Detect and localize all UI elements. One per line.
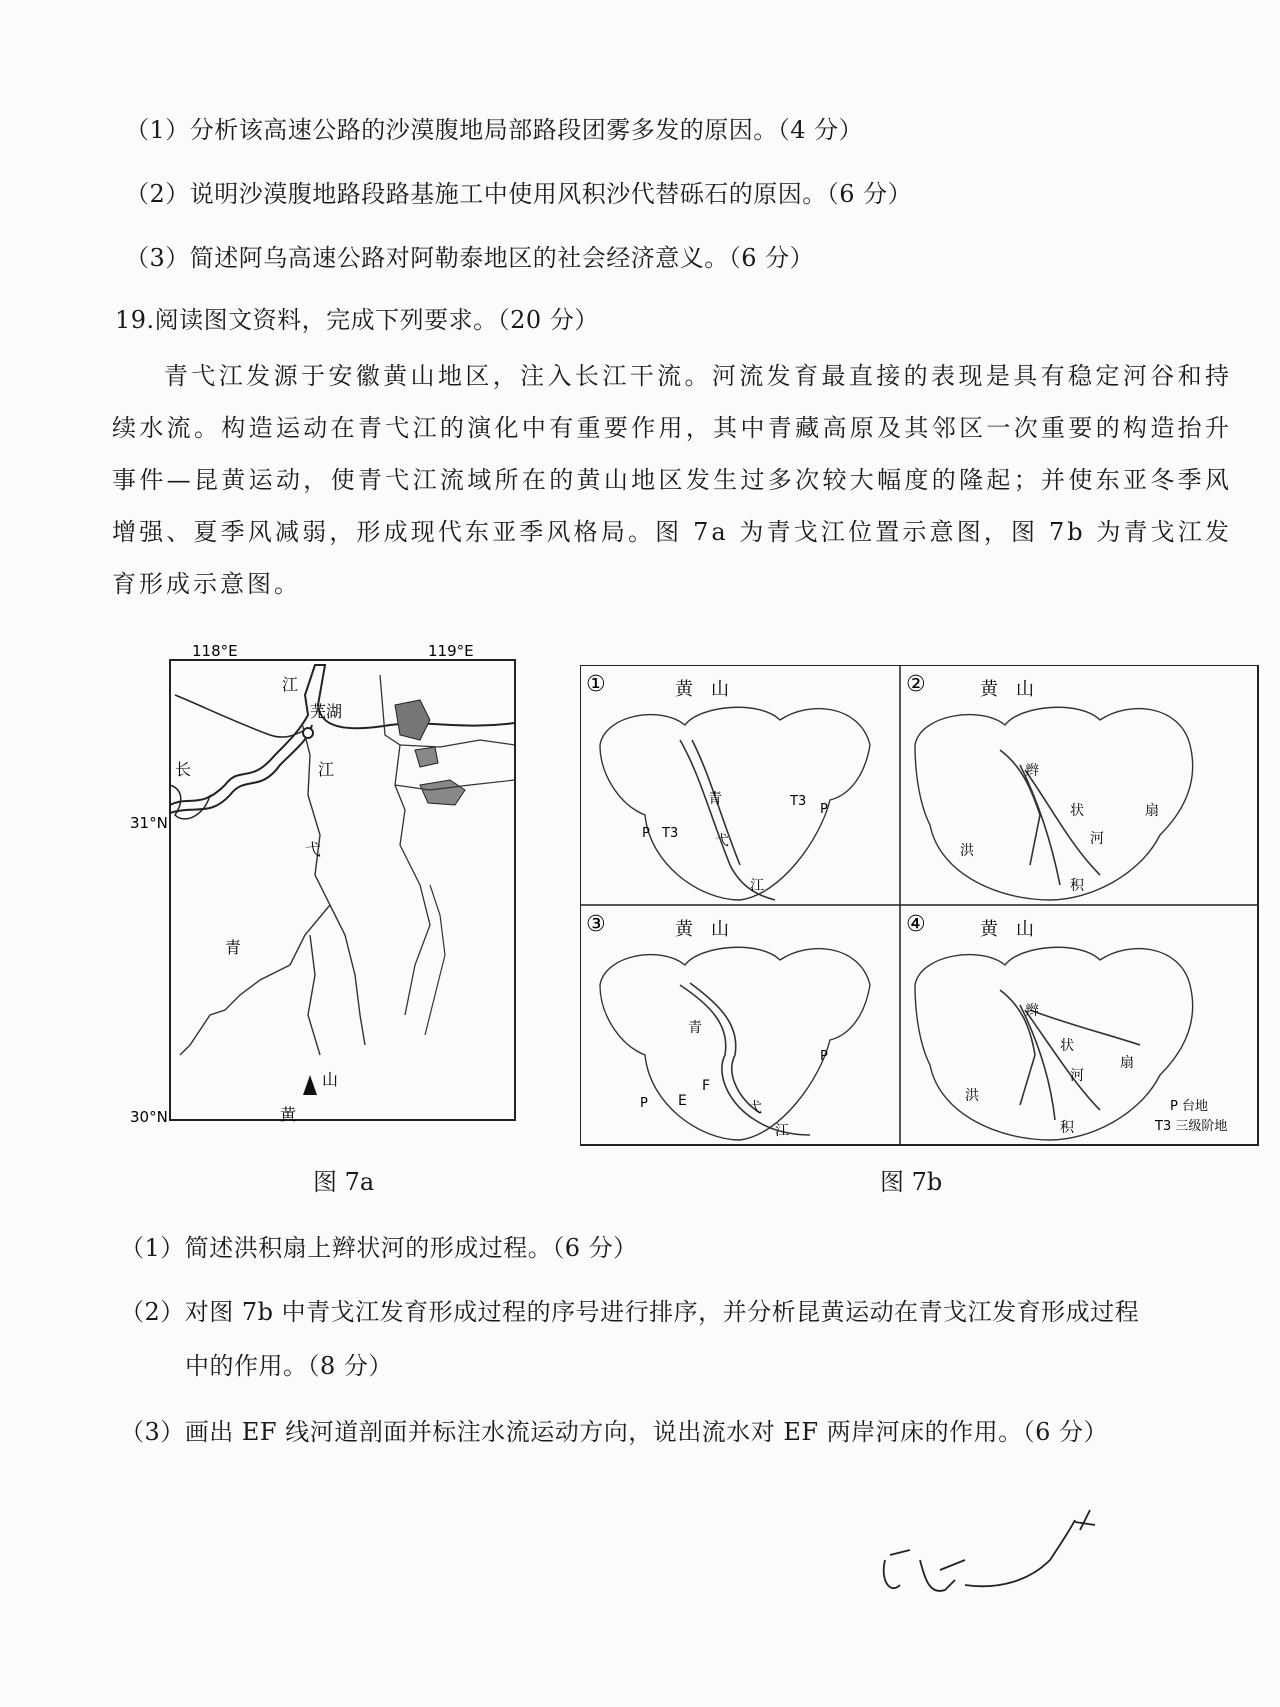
yangtze-branch <box>175 695 305 737</box>
q19-item-2-cont: 中的作用。（8 分） <box>185 1352 393 1380</box>
mountain-label-2: 黄 <box>280 1105 297 1124</box>
q18-item-3: （3）简述阿乌高速公路对阿勒泰地区的社会经济意义。（6 分） <box>125 244 815 272</box>
panel-1-num: ① <box>586 672 606 697</box>
handwritten-signature <box>870 1500 1110 1610</box>
q18-item-1: （1）分析该高速公路的沙漠腹地局部路段团雾多发的原因。（4 分） <box>125 116 864 144</box>
q19-item-2: （2）对图 7b 中青戈江发育形成过程的序号进行排序，并分析昆黄运动在青戈江发育形成过程 <box>120 1298 1140 1326</box>
panel-2-num: ② <box>906 672 926 697</box>
map-frame <box>170 660 515 1120</box>
svg-text:F: F <box>702 1078 711 1094</box>
svg-text:弋: 弋 <box>748 1100 762 1116</box>
lat-label-30: 30°N <box>130 1108 168 1126</box>
figure-7b-panels <box>580 665 1260 1165</box>
legend-p: P 台地 <box>1170 1099 1208 1114</box>
svg-text:T3: T3 <box>662 826 679 841</box>
lat-label-31: 31°N <box>130 814 168 832</box>
lake-2 <box>415 747 438 767</box>
panel-3-title: 黄 山 <box>675 919 729 940</box>
svg-text:洪: 洪 <box>965 1088 979 1104</box>
svg-text:青: 青 <box>708 791 722 807</box>
river-label-4: 弋 <box>305 840 322 859</box>
svg-text:弋: 弋 <box>715 833 729 849</box>
panel-4-title: 黄 山 <box>980 919 1034 940</box>
river-label-3: 江 <box>318 760 335 779</box>
svg-text:T3: T3 <box>790 794 807 809</box>
panel-1-title: 黄 山 <box>675 679 729 700</box>
svg-text:青: 青 <box>688 1020 702 1036</box>
svg-text:积: 积 <box>1060 1120 1074 1136</box>
q19-passage: 青弋江发源于安徽黄山地区，注入长江干流。河流发育最直接的表现是具有稳定河谷和持续水流。构造运动在青弋江的演化中有重要作用，其中青藏高原及其邻区一次重要的构造抬升事件—昆黄运动，使青弋江流域所在的黄山地区发生过多次较大幅度的隆起；并使东亚冬季风增强、夏季风减弱，形成现代东亚季风格局。图 7a 为青戈江位置示意图，图 7b 为青戈江发育形成示意图。 <box>112 362 1232 598</box>
svg-text:P: P <box>642 826 650 841</box>
svg-text:辫: 辫 <box>1025 763 1039 779</box>
figure-7a-map <box>130 635 530 1155</box>
panel-4 <box>906 912 1227 1140</box>
panel-2 <box>906 672 1193 900</box>
svg-text:江: 江 <box>775 1123 789 1139</box>
lon-label-118: 118°E <box>192 642 238 660</box>
svg-text:洪: 洪 <box>960 843 974 859</box>
panel-3 <box>586 912 870 1140</box>
river-label-5: 青 <box>225 938 242 957</box>
mountain-label-1: 山 <box>322 1070 339 1089</box>
panel-4-num: ④ <box>906 912 926 937</box>
svg-text:状: 状 <box>1070 803 1084 819</box>
legend-t3: T3 三级阶地 <box>1155 1119 1228 1134</box>
svg-text:辫: 辫 <box>1025 1003 1039 1019</box>
svg-text:状: 状 <box>1060 1038 1074 1054</box>
lake-1 <box>395 700 430 740</box>
river-label-2: 长 <box>175 760 192 779</box>
panel-2-title: 黄 山 <box>980 679 1034 700</box>
svg-text:河: 河 <box>1070 1068 1084 1084</box>
svg-text:江: 江 <box>750 878 764 894</box>
panel-1 <box>586 672 870 900</box>
q19-item-3: （3）画出 EF 线河道剖面并标注水流运动方向，说出流水对 EF 两岸河床的作用。（6 分） <box>120 1418 1109 1446</box>
tributary-east <box>425 885 445 1035</box>
svg-text:扇: 扇 <box>1145 803 1159 819</box>
wuhu-city <box>303 728 313 738</box>
boundary-2 <box>395 740 515 790</box>
svg-text:P: P <box>820 1049 828 1064</box>
q19-heading: 19.阅读图文资料，完成下列要求。（20 分） <box>115 306 599 334</box>
mountain-icon <box>303 1075 317 1095</box>
river-label-1: 江 <box>282 675 299 694</box>
svg-text:河: 河 <box>1090 831 1104 847</box>
q18-item-2: （2）说明沙漠腹地路段路基施工中使用风积沙代替砾石的原因。（6 分） <box>125 180 913 208</box>
svg-text:P: P <box>820 802 828 817</box>
svg-text:积: 积 <box>1070 878 1084 894</box>
svg-text:扇: 扇 <box>1120 1055 1134 1071</box>
svg-text:E: E <box>678 1093 687 1109</box>
city-label: 芜湖 <box>310 702 343 721</box>
q19-item-1: （1）简述洪积扇上辫状河的形成过程。（6 分） <box>120 1234 638 1262</box>
figure-7a-caption: 图 7a <box>313 1168 375 1196</box>
lake-3 <box>420 780 465 805</box>
figure-7b-caption: 图 7b <box>880 1168 943 1196</box>
lon-label-119: 119°E <box>428 642 474 660</box>
svg-text:P: P <box>640 1096 648 1111</box>
panel-3-num: ③ <box>586 912 606 937</box>
